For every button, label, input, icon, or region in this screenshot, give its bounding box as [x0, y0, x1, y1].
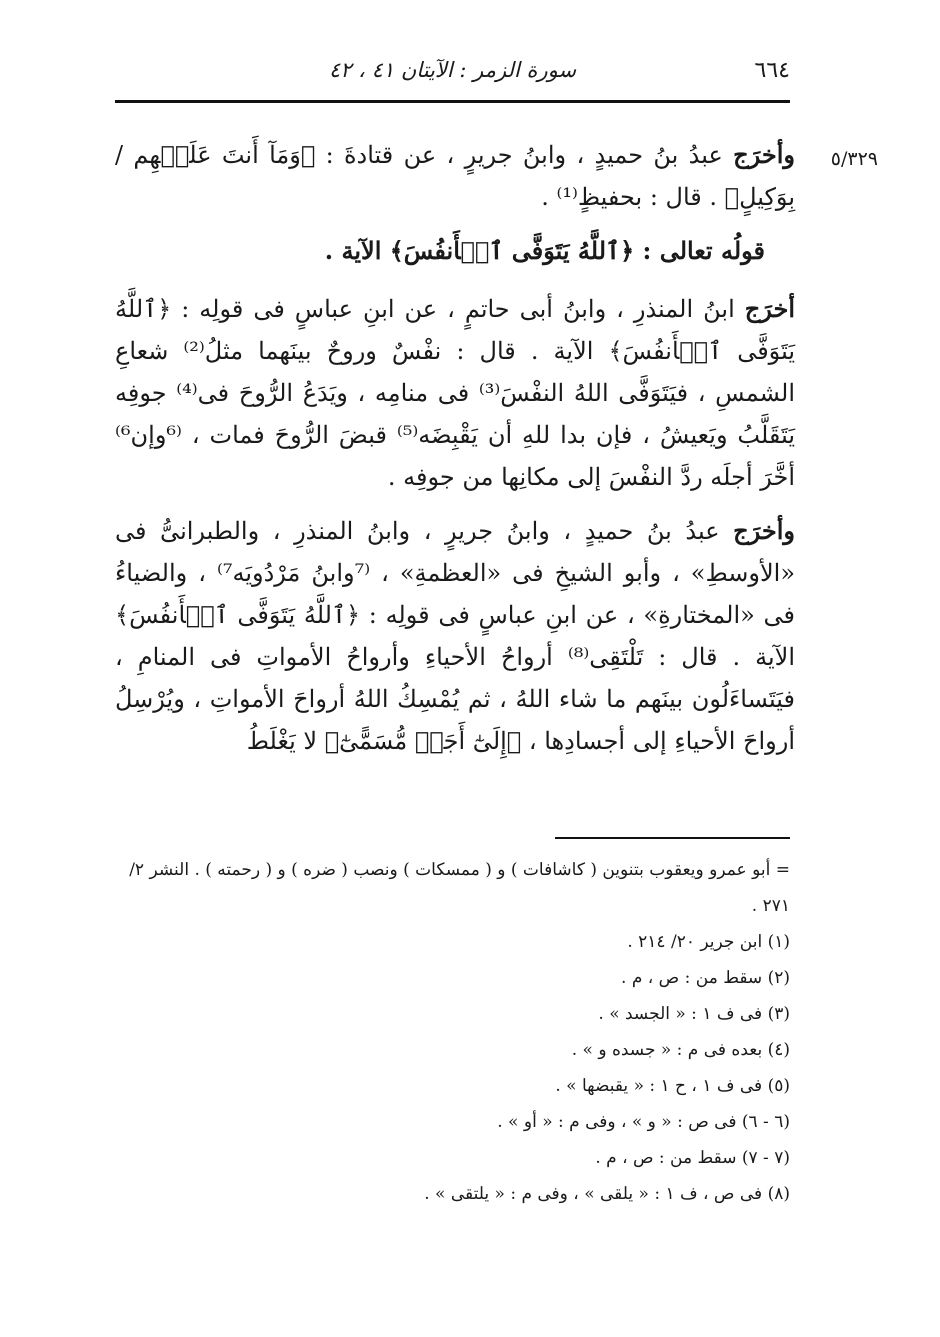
paragraph-3-lead: وأخرَج [733, 516, 795, 545]
paragraph-1 [115, 134, 795, 218]
page-number: ٦٦٤ [754, 58, 790, 83]
footnote-2: (٢) سقط من : ص ، م . [621, 968, 790, 988]
paragraph-3 [115, 510, 795, 762]
margin-reference: ٥/٣٢٩ [830, 148, 878, 170]
page-header [115, 52, 790, 92]
footnote-4: (٤) بعده فى م : « جسده و » . [571, 1040, 790, 1060]
running-head: سورة الزمر : الآيتان ٤١ ، ٤٢ [328, 58, 577, 82]
header-rule [115, 100, 790, 103]
paragraph-2-text: ابنُ المنذرِ ، وابنُ أبى حاتمٍ ، عن ابنِ عباسٍ فى قولِه : ﴿ٱللَّهُ يَتَوَفَّى ٱلۡأَنفُسَ﴾ الآية . قال : نفْسٌ وروحٌ بينَهما مثلُ⁽²⁾ شعاعِ الشمسِ ، فيَتَوَفَّى اللهُ النفْسَ⁽³⁾ فى منامِه ، ويَدَعُ الرُّوحَ فى⁽⁴⁾ جوفِه يَتَقَلَّبُ ويَعيشُ ، فإن بدا للهِ أن يَقْبِضَه⁽⁵⁾ قبضَ الرُّوحَ فمات ، ⁽⁶وإن⁶⁾ أخَّرَ أجلَه ردَّ النفْسَ إلى مكانِها من جوفِه . [115, 295, 796, 491]
footnote-continuation: = أبو عمرو ويعقوب بتنوين ( كاشافات ) و ( ممسكات ) ونصب ( ضره ) و ( رحمته ) . النشر ٢/ ٢٧١ . [129, 860, 790, 916]
main-text [115, 134, 795, 774]
verse-heading: قولُه تعالى : ﴿ٱللَّهُ يَتَوَفَّى ٱلۡأَنفُسَ﴾ الآية . [324, 236, 765, 265]
paragraph-1-lead: وأخرَج [733, 140, 795, 169]
footnote-3: (٣) فى ف ١ : « الجسد » . [598, 1004, 790, 1024]
paragraph-1-text: عبدُ بنُ حميدٍ ، وابنُ جريرٍ ، عن قتادةَ : ﴿وَمَآ أَنتَ عَلَيۡهِم / بِوَكِيلٍ﴾ . قال : بحفيظٍ⁽¹⁾ . [115, 141, 795, 211]
paragraph-3-text: عبدُ بنُ حميدٍ ، وابنُ جريرٍ ، وابنُ المنذرِ ، والطبرانىُّ فى «الأوسطِ» ، وأبو الشيخِ فى «العظمةِ» ، ⁽⁷وابنُ مَرْدُويَه⁷⁾ ، والضياءُ فى «المختارةِ» ، عن ابنِ عباسٍ فى قولِه : ﴿ٱللَّهُ يَتَوَفَّى ٱلۡأَنفُسَ﴾ الآية . قال : تَلْتَقِى⁽⁸⁾ أرواحُ الأحياءِ وأرواحُ الأمواتِ فى المنامِ ، فيَتَساءَلُون بينَهم ما شاء اللهُ ، ثم يُمْسِكُ اللهُ أرواحَ الأمواتِ ، ويُرْسِلُ أرواحَ الأحياءِ إلى أجسادِها ، ﴿إِلَىٰٓ أَجَلٖ مُّسَمًّىٰٓ﴾ لا يَغْلَطُ [115, 517, 796, 755]
footnote-7: (٧ - ٧) سقط من : ص ، م . [595, 1148, 790, 1168]
footnotes [110, 852, 790, 1212]
footnote-6: (٦ - ٦) فى ص : « و » ، وفى م : « أو » . [497, 1112, 790, 1132]
footnote-5: (٥) فى ف ١ ، ح ١ : « يقبضها » . [555, 1076, 790, 1096]
footnote-8: (٨) فى ص ، ف ١ : « يلقى » ، وفى م : « يلتقى » . [424, 1184, 790, 1204]
footnote-1: (١) ابن جرير ٢٠/ ٢١٤ . [627, 932, 790, 952]
paragraph-2 [115, 288, 795, 498]
paragraph-2-lead: أخرَج [744, 294, 795, 323]
footnote-rule [555, 837, 790, 839]
